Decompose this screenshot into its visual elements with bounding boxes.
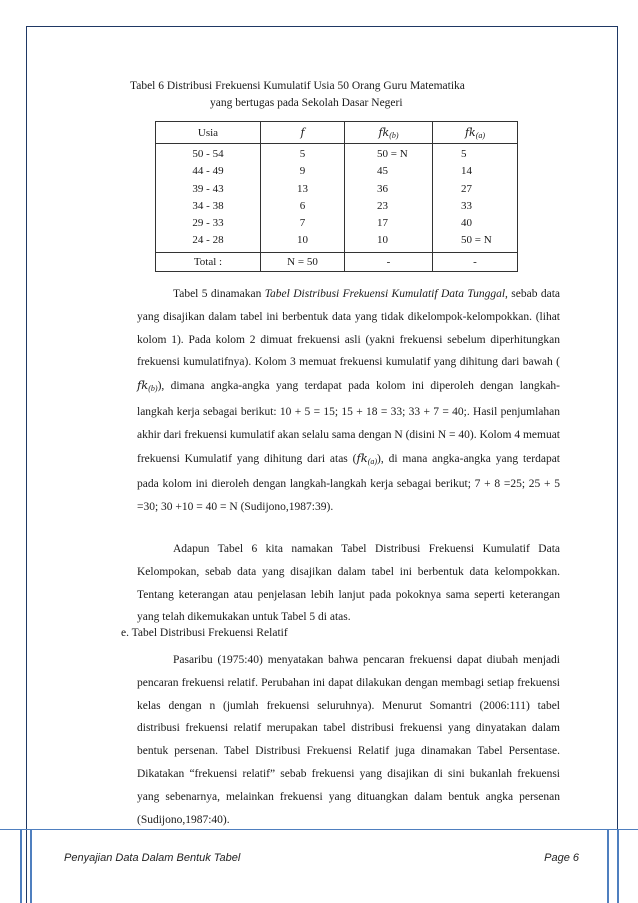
cell-f: 6 [299,199,306,212]
paragraph-relatif: Pasaribu (1975:40) menyatakan bahwa pencaran frekuensi dapat diubah menjadi pencaran frekuensi relatif. Perubahan ini dapat dilakukan dengan membagi setiap frekuensi kelas dengan n (jumlah frekuensi seluruhnya). Menurut Somantri (2006:111) tabel distribusi frekuensi relatif merupakan tabel distribusi frekuensi yang dinyatakan dalam bentuk persenan. Tabel Distribusi Frekuensi Relatif juga dinamakan Tabel Persentase. Dikatakan “frekuensi relatif” sebab frekuensi yang disajikan di sini bukanlah frekuensi yang sebenarnya, melainkan frekuensi yang dituangkan dalam bentuk angka persenan (Sudijono,1987:40). [137,654,560,826]
frequency-table [155,121,518,272]
cell-fka: 5 [461,148,467,160]
header-usia: Usia [156,122,261,144]
total-fkb: - [345,252,433,271]
cell-fka: 27 [461,182,472,195]
header-fka: $fk_{(a)}$ [433,122,518,144]
cell-fkb: 10 [377,234,388,247]
cell-fka: 50 = N [461,234,492,247]
page-number: Page 6 [544,852,579,864]
total-fka: - [433,252,518,271]
footer-divider [0,829,638,830]
cell-fkb: 23 [377,199,388,212]
paragraph-tabel-6: Adapun Tabel 6 kita namakan Tabel Distribusi Frekuensi Kumulatif Data Kelompokan, sebab data yang disajikan dalam tabel ini berbentuk data kelompokkan. Tentang keterangan atau penjelasan lebih lanjut pada pokoknya sama seperti keterangan yang telah dikemukakan untuk Tabel 5 di atas. [137,543,560,624]
cell-fka: 33 [461,199,472,212]
cell-f: 9 [299,165,306,178]
cell-fka: 14 [461,165,472,178]
cell-fkb: 50 = N [377,148,408,160]
cell-usia: 39 - 43 [192,182,224,195]
cell-usia: 24 - 28 [192,234,224,247]
table-caption-line1: Tabel 6 Distribusi Frekuensi Kumulatif Usia 50 Orang Guru Matematika [130,80,465,92]
footer-bar-right [607,829,619,903]
cell-fkb: 45 [377,165,388,178]
table-caption-line2: yang bertugas pada Sekolah Dasar Negeri [210,97,403,109]
cell-fkb: 17 [377,217,388,230]
section-heading: e. Tabel Distribusi Frekuensi Relatif [121,627,288,639]
total-f: N = 50 [261,252,345,271]
header-fkb: $fk_{(b)}$ [345,122,433,144]
cell-fka: 40 [461,217,472,230]
header-f: f [261,122,345,144]
total-label: Total : [156,252,261,271]
table-body [156,144,518,253]
table-total-row [156,252,518,271]
cell-usia: 44 - 49 [192,165,224,178]
footer-bar-left [20,829,32,903]
page-border-top [26,26,618,27]
cell-usia: 34 - 38 [192,199,224,212]
cell-usia: 50 - 54 [192,148,224,160]
cell-f: 13 [297,182,308,195]
page-border-left [26,26,27,903]
footer-title: Penyajian Data Dalam Bentuk Tabel [64,852,241,864]
cell-f: 10 [297,234,308,247]
paragraph-tabel-5: Tabel 5 dinamakan Tabel Distribusi Frekuensi Kumulatif Data Tunggal, sebab data yang disajikan dalam tabel ini berbentuk data yang tidak dikelompok-kelompokkan. (lihat kolom 1). Pada kolom 2 dimuat frekuensi asli (yakni frekuensi sebelum diperhitungkan frekuensi kumulatifnya). Kolom 3 memuat frekuensi kumulatif yang dihitung dari bawah ( $fk_{(b)}$), dimana angka-angka yang terdapat pada kolom ini diperoleh dengan langkah-langkah kerja sebagai berikut: 10 + 5 = 15; 15 + 18 = 33; 33 + 7 = 40;. Hasil penjumlahan akhir dari frekuensi kumulatif akan selalu sama dengan N (disini N = 40). Kolom 4 memuat frekuensi Kumulatif yang dihitung dari atas $(fk_{(a)})$, di mana angka-angka yang terdapat pada kolom ini dieroleh dengan langkah-langkah kerja sebagai berikut; 7 + 8 =25; 25 + 5 =30; 30 +10 = 40 = N (Sudijono,1987:39). [137,288,560,514]
cell-f: 7 [299,217,306,230]
cell-usia: 29 - 33 [192,217,224,230]
cell-fkb: 36 [377,182,388,195]
cell-f: 5 [299,148,306,160]
page-border-right [617,26,618,903]
